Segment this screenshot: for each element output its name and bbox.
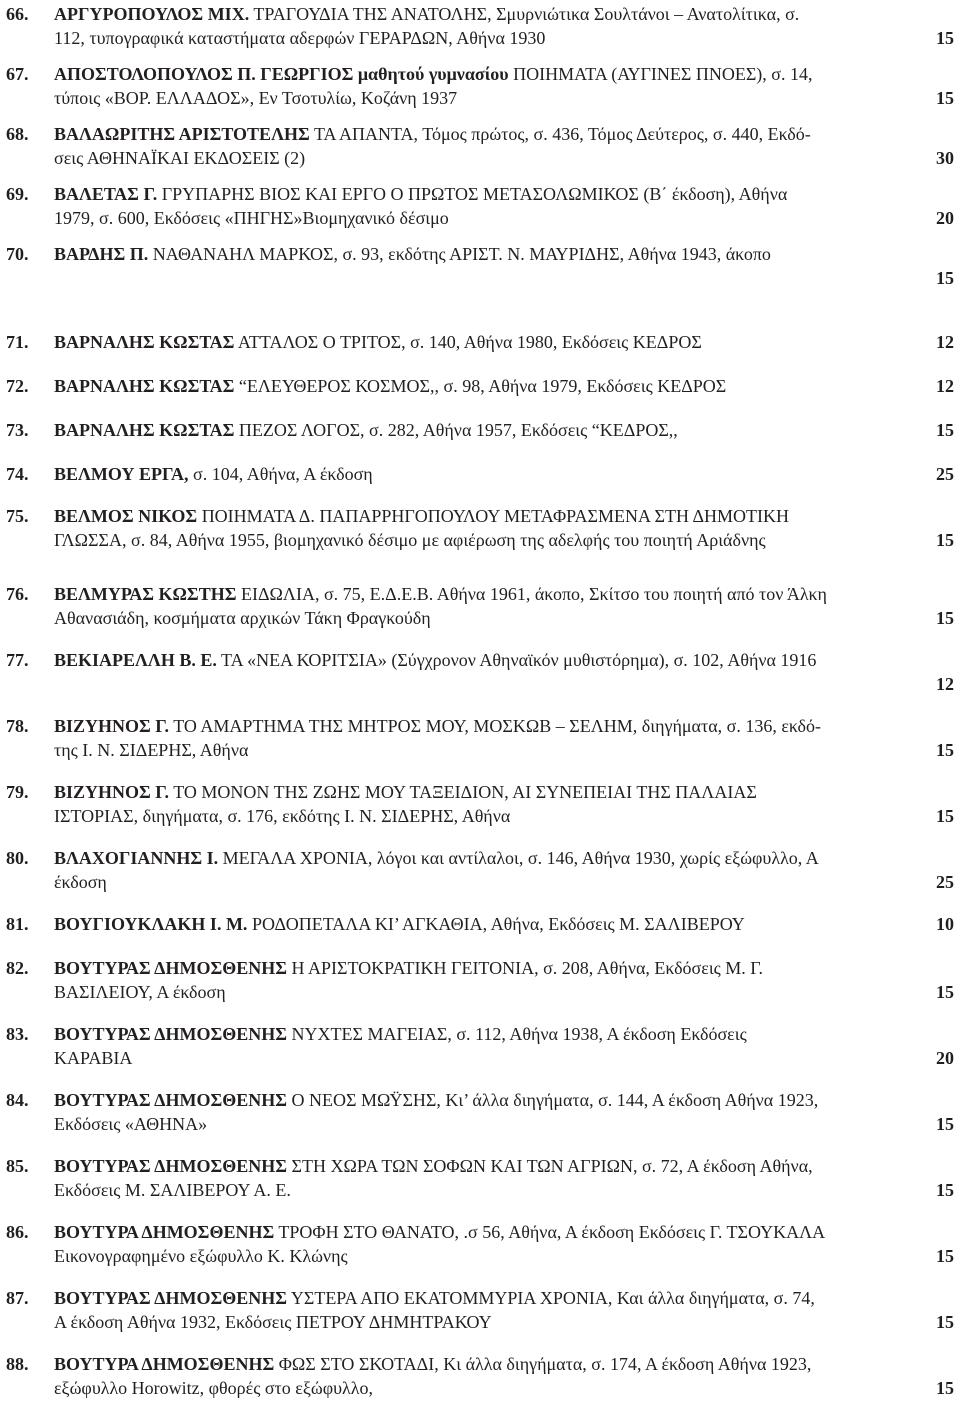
entry-description: ΠΟΙΗΜΑΤΑ Δ. ΠΑΠΑΡΡΗΓΟΠΟΥΛΟΥ ΜΕΤΑΦΡΑΣΜΕΝΑ ΣΤΗ ΔΗΜΟΤΙΚΗ: [201, 506, 790, 526]
entry-line: [54, 182, 954, 206]
entry-text: [54, 504, 954, 552]
entry-price: 15: [936, 1378, 954, 1398]
entry-price: 15: [936, 1312, 954, 1332]
entry-description: σεις ΑΘΗΝΑΪΚΑΙ ΕΚΔΟΣΕΙΣ (2): [54, 148, 306, 168]
entry-price: 12: [936, 674, 954, 694]
entry-description: Α έκδοση Αθήνα 1932, Εκδόσεις ΠΕΤΡΟΥ ΔΗΜΗΤΡΑΚΟΥ: [54, 1312, 492, 1332]
entry-description: της Ι. Ν. ΣΙΔΕΡΗΣ, Αθήνα: [54, 740, 249, 760]
entry-line: [54, 738, 954, 762]
entry-price: 30: [936, 148, 954, 168]
entry-description: ΤΑ «ΝΕΑ ΚΟΡΙΤΣΙΑ» (Σύγχρονον Αθηναϊκόν μυθιστόρημα), σ. 102, Αθήνα 1916: [221, 650, 817, 670]
entry-text: [54, 330, 954, 354]
entry-description: ΥΣΤΕΡΑ ΑΠΟ ΕΚΑΤΟΜΜΥΡΙΑ ΧΡΟΝΙΑ, Και άλλα διηγήματα, σ. 74,: [290, 1288, 815, 1308]
entry-description: ΕΙΔΩΛΙΑ, σ. 75, Ε.Δ.Ε.Β. Αθήνα 1961, άκοπο, Σκίτσο του ποιητή από τον Άλκη: [240, 584, 827, 604]
entry-number: 76.: [6, 584, 29, 604]
entry-number: 71.: [6, 332, 29, 352]
entry-author: ΑΠΟΣΤΟΛΟΠΟΥΛΟΣ Π. ΓΕΩΡΓΙΟΣ μαθητού γυμνασίου: [54, 64, 509, 84]
entry-description: ΚΑΡΑΒΙΑ: [54, 1048, 133, 1068]
entry-text: [54, 912, 954, 936]
entry-price: 15: [936, 740, 954, 760]
entry-number: 79.: [6, 782, 29, 802]
entry-description: ΝΥΧΤΕΣ ΜΑΓΕΙΑΣ, σ. 112, Αθήνα 1938, Α έκδοση Εκδόσεις: [291, 1024, 747, 1044]
entry-text: [54, 62, 954, 110]
entry-author: ΒΕΛΜΥΡΑΣ ΚΩΣΤΗΣ: [54, 584, 237, 604]
entry-line: [54, 1154, 954, 1178]
entry-text: [54, 714, 954, 762]
entry-price: 15: [936, 28, 954, 48]
entry-description: 112, τυπογραφικά καταστήματα αδερφών ΓΕΡΑΡΔΩΝ, Αθήνα 1930: [54, 28, 546, 48]
entry-line: [54, 86, 954, 110]
entry-description: Αθανασιάδη, κοσμήματα αρχικών Τάκη Φραγκούδη: [54, 608, 431, 628]
entry-price: 25: [936, 464, 954, 484]
entry-line: [54, 648, 954, 672]
entry-author: ΒΑΛΕΤΑΣ Γ.: [54, 184, 158, 204]
entry-text: [54, 1220, 954, 1268]
entry-line: [54, 980, 954, 1004]
entry-text: [54, 956, 954, 1004]
entry-line: [54, 780, 954, 804]
entry-price: 15: [936, 1246, 954, 1266]
entry-number: 67.: [6, 64, 29, 84]
entry-price: 15: [936, 530, 954, 550]
entry-number: 82.: [6, 958, 29, 978]
entry-line: [54, 1376, 954, 1400]
entry-line: [54, 206, 954, 230]
entry-line: [54, 1244, 954, 1268]
entry-price: 12: [936, 332, 954, 352]
entry-number: 85.: [6, 1156, 29, 1176]
entry-text: [54, 1022, 954, 1070]
entry-price: 20: [936, 208, 954, 228]
entry-line: [54, 374, 954, 398]
entry-text: [54, 374, 954, 398]
entry-description: σ. 104, Αθήνα, Α έκδοση: [193, 464, 373, 484]
entry-number: 74.: [6, 464, 29, 484]
entry-text: [54, 2, 954, 50]
entry-description: ΙΣΤΟΡΙΑΣ, διηγήματα, σ. 176, εκδότης Ι. Ν. ΣΙΔΕΡΗΣ, Αθήνα: [54, 806, 511, 826]
entry-price: 25: [936, 872, 954, 892]
entry-description: ΓΛΩΣΣΑ, σ. 84, Αθήνα 1955, βιομηχανικό δέσιμο με αφιέρωση της αδελφής του ποιητή Αριάδνης: [54, 530, 766, 550]
entry-number: 81.: [6, 914, 29, 934]
entry-author: ΒΟΥΤΥΡΑ ΔΗΜΟΣΘΕΝΗΣ: [54, 1354, 275, 1374]
entry-author: ΒΟΥΤΥΡΑΣ ΔΗΜΟΣΘΕΝΗΣ: [54, 1156, 287, 1176]
entry-author: ΒΕΛΜΟΣ ΝΙΚΟΣ: [54, 506, 198, 526]
entry-description: Εκδόσεις Μ. ΣΑΛΙΒΕΡΟΥ Α. Ε.: [54, 1180, 291, 1200]
entry-description: Εικονογραφημένο εξώφυλλο Κ. Κλώνης: [54, 1246, 348, 1266]
entry-number: 78.: [6, 716, 29, 736]
entry-price: 15: [936, 1180, 954, 1200]
entry-author: ΒΑΛΑΩΡΙΤΗΣ ΑΡΙΣΤΟΤΕΛΗΣ: [54, 124, 310, 144]
entry-author: ΒΑΡΔΗΣ Π.: [54, 244, 149, 264]
entry-price: 15: [936, 268, 954, 288]
entry-line: [54, 1352, 954, 1376]
entry-text: [54, 122, 954, 170]
entry-description: ΤΡΑΓΟΥΔΙΑ ΤΗΣ ΑΝΑΤΟΛΗΣ, Σμυρνιώτικα Σουλτάνοι – Ανατολίτικα, σ.: [253, 4, 800, 24]
entry-line: [54, 1046, 954, 1070]
entry-author: ΒΕΚΙΑΡΕΛΛΗ Β. Ε.: [54, 650, 217, 670]
entry-number: 87.: [6, 1288, 29, 1308]
entry-line: [54, 1220, 954, 1244]
entry-text: [54, 462, 954, 486]
entry-description: ΤΡΟΦΗ ΣΤΟ ΘΑΝΑΤΟ, .σ 56, Αθήνα, Α έκδοση Εκδόσεις Γ. ΤΣΟΥΚΑΛΑ: [278, 1222, 826, 1242]
entry-price: 10: [936, 914, 954, 934]
entry-description: ΝΑΘΑΝΑΗΛ ΜΑΡΚΟΣ, σ. 93, εκδότης ΑΡΙΣΤ. Ν. ΜΑΥΡΙΔΗΣ, Αθήνα 1943, άκοπο: [152, 244, 771, 264]
entry-author: ΒΕΛΜΟΥ ΕΡΓΑ,: [54, 464, 189, 484]
entry-line: [54, 330, 954, 354]
entry-description: ΠΕΖΟΣ ΛΟΓΟΣ, σ. 282, Αθήνα 1957, Εκδόσεις “ΚΕΔΡΟΣ,,: [238, 420, 678, 440]
entry-line: [54, 26, 954, 50]
entry-price: 15: [936, 982, 954, 1002]
entry-description: ΡΟΔΟΠΕΤΑΛΑ ΚΙ’ ΑΓΚΑΘΙΑ, Αθήνα, Εκδόσεις Μ. ΣΑΛΙΒΕΡΟΥ: [251, 914, 745, 934]
entry-text: [54, 648, 954, 696]
entry-line: [54, 1178, 954, 1202]
entry-line: [54, 1310, 954, 1334]
entry-author: ΒΑΡΝΑΛΗΣ ΚΩΣΤΑΣ: [54, 376, 235, 396]
entry-line: [54, 956, 954, 980]
entry-line: [54, 2, 954, 26]
entry-number: 83.: [6, 1024, 29, 1044]
entry-number: 73.: [6, 420, 29, 440]
entry-number: 84.: [6, 1090, 29, 1110]
entry-price: 12: [936, 376, 954, 396]
entry-description: 1979, σ. 600, Εκδόσεις «ΠΗΓΗΣ»Βιομηχανικό δέσιμο: [54, 208, 449, 228]
entry-number: 75.: [6, 506, 29, 526]
entry-price: 15: [936, 420, 954, 440]
entry-author: ΒΟΥΤΥΡΑΣ ΔΗΜΟΣΘΕΝΗΣ: [54, 1090, 287, 1110]
entry-description: ΓΡΥΠΑΡΗΣ ΒΙΟΣ ΚΑΙ ΕΡΓΟ Ο ΠΡΩΤΟΣ ΜΕΤΑΣΟΛΩΜΙΚΟΣ (Β΄ έκδοση), Αθήνα: [161, 184, 788, 204]
entry-line: [54, 870, 954, 894]
entry-description: ΤΟ ΜΟΝΟΝ ΤΗΣ ΖΩΗΣ ΜΟΥ ΤΑΞΕΙΔΙΟΝ, ΑΙ ΣΥΝΕΠΕΙΑΙ ΤΗΣ ΠΑΛΑΙΑΣ: [173, 782, 757, 802]
entry-number: 66.: [6, 4, 29, 24]
entry-author: ΒΟΥΤΥΡΑ ΔΗΜΟΣΘΕΝΗΣ: [54, 1222, 275, 1242]
entry-number: 72.: [6, 376, 29, 396]
entry-description: Ο ΝΕΟΣ ΜΩΫΣΗΣ, Κι’ άλλα διηγήματα, σ. 144, Α έκδοση Αθήνα 1923,: [291, 1090, 819, 1110]
entry-description: εξώφυλλο Horowitz, φθορές στο εξώφυλλο,: [54, 1378, 373, 1398]
entry-text: [54, 1286, 954, 1334]
entry-price: 15: [936, 806, 954, 826]
entry-text: [54, 780, 954, 828]
entry-description: έκδοση: [54, 872, 107, 892]
entry-description: Η ΑΡΙΣΤΟΚΡΑΤΙΚΗ ΓΕΙΤΟΝΙΑ, σ. 208, Αθήνα, Εκδόσεις Μ. Γ.: [291, 958, 764, 978]
entry-text: [54, 582, 954, 630]
entry-number: 86.: [6, 1222, 29, 1242]
entry-text: [54, 1352, 954, 1400]
entry-number: 69.: [6, 184, 29, 204]
entry-price: 20: [936, 1048, 954, 1068]
entry-number: 68.: [6, 124, 29, 144]
entry-description: ΤΟ ΑΜΑΡΤΗΜΑ ΤΗΣ ΜΗΤΡΟΣ ΜΟΥ, ΜΟΣΚΩΒ – ΣΕΛΗΜ, διηγήματα, σ. 136, εκδό-: [173, 716, 822, 736]
entry-line: [54, 504, 954, 528]
entry-description: ΑΤΤΑΛΟΣ Ο ΤΡΙΤΟΣ, σ. 140, Αθήνα 1980, Εκδόσεις ΚΕΔΡΟΣ: [237, 332, 702, 352]
entry-description: ΣΤΗ ΧΩΡΑ ΤΩΝ ΣΟΦΩΝ ΚΑΙ ΤΩΝ ΑΓΡΙΩΝ, σ. 72, Α έκδοση Αθήνα,: [291, 1156, 813, 1176]
entry-line: [54, 1088, 954, 1112]
entry-author: ΑΡΓΥΡΟΠΟΥΛΟΣ ΜΙΧ.: [54, 4, 250, 24]
entry-line: [54, 582, 954, 606]
entry-description: τύποις «ΒΟΡ. ΕΛΛΑΔΟΣ», Εν Τσοτυλίω, Κοζάνη 1937: [54, 88, 458, 108]
entry-line: [54, 804, 954, 828]
entry-line: [54, 1112, 954, 1136]
entry-price: 15: [936, 608, 954, 628]
entry-description: Εκδόσεις «ΑΘΗΝΑ»: [54, 1114, 208, 1134]
entry-line: [54, 606, 954, 630]
entry-description: ΤΑ ΑΠΑΝΤΑ, Τόμος πρώτος, σ. 436, Τόμος Δεύτερος, σ. 440, Εκδό-: [313, 124, 811, 144]
entry-author: ΒΑΡΝΑΛΗΣ ΚΩΣΤΑΣ: [54, 332, 235, 352]
entry-line: [54, 1286, 954, 1310]
entry-description: ΜΕΓΑΛΑ ΧΡΟΝΙΑ, λόγοι και αντίλαλοι, σ. 146, Αθήνα 1930, χωρίς εξώφυλλο, Α: [222, 848, 819, 868]
entry-number: 88.: [6, 1354, 29, 1374]
entry-description: ΒΑΣΙΛΕΙΟΥ, Α έκδοση: [54, 982, 226, 1002]
entry-text: [54, 1088, 954, 1136]
entry-line: [54, 146, 954, 170]
entry-line: [54, 462, 954, 486]
entry-line: [54, 846, 954, 870]
entry-description: ΦΩΣ ΣΤΟ ΣΚΟΤΑΔΙ, Κι άλλα διηγήματα, σ. 174, Α έκδοση Αθήνα 1923,: [278, 1354, 812, 1374]
entry-line: [54, 242, 954, 266]
entry-author: ΒΟΥΤΥΡΑΣ ΔΗΜΟΣΘΕΝΗΣ: [54, 1288, 287, 1308]
entry-line: [54, 912, 954, 936]
entry-text: [54, 182, 954, 230]
entry-price: 15: [936, 88, 954, 108]
entry-number: 70.: [6, 244, 29, 264]
entry-text: [54, 418, 954, 442]
entry-text: [54, 242, 954, 290]
entry-text: [54, 846, 954, 894]
entry-author: ΒΙΖΥΗΝΟΣ Γ.: [54, 716, 170, 736]
entry-number: 77.: [6, 650, 29, 670]
entry-number: 80.: [6, 848, 29, 868]
entry-price: 15: [936, 1114, 954, 1134]
entry-line: [54, 1022, 954, 1046]
entry-author: ΒΙΖΥΗΝΟΣ Γ.: [54, 782, 170, 802]
entry-line: [54, 418, 954, 442]
entry-text: [54, 1154, 954, 1202]
entry-line: [54, 122, 954, 146]
entry-line: [54, 714, 954, 738]
entry-author: ΒΟΥΤΥΡΑΣ ΔΗΜΟΣΘΕΝΗΣ: [54, 1024, 287, 1044]
entry-author: ΒΟΥΤΥΡΑΣ ΔΗΜΟΣΘΕΝΗΣ: [54, 958, 287, 978]
entry-description: ΠΟΙΗΜΑΤΑ (ΑΥΓΙΝΕΣ ΠΝΟΕΣ), σ. 14,: [513, 64, 813, 84]
entry-description: “ΕΛΕΥΘΕΡΟΣ ΚΟΣΜΟΣ,, σ. 98, Αθήνα 1979, Εκδόσεις ΚΕΔΡΟΣ: [238, 376, 727, 396]
entry-author: ΒΛΑΧΟΓΙΑΝΝΗΣ Ι.: [54, 848, 219, 868]
entry-author: ΒΑΡΝΑΛΗΣ ΚΩΣΤΑΣ: [54, 420, 235, 440]
entry-author: ΒΟΥΓΙΟΥΚΛΑΚΗ Ι. Μ.: [54, 914, 248, 934]
entry-line: [54, 62, 954, 86]
entry-line: [54, 528, 954, 552]
